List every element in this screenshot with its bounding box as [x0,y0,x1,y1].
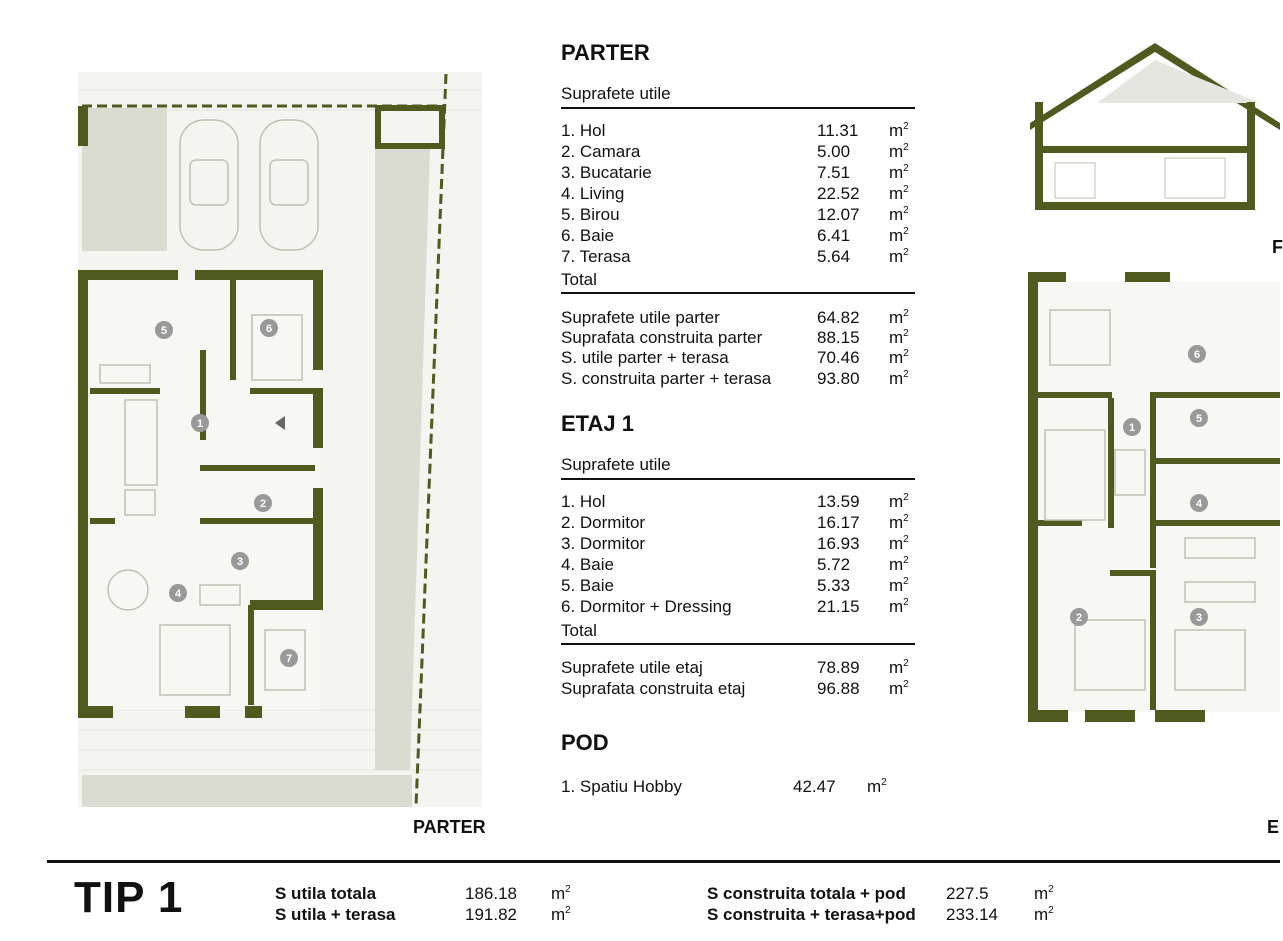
footer-left-row: S utila + terasa 191.82 $m^2$ [275,905,571,924]
footer-right-row: S construita + terasa+pod 233.14 $m^2$ [707,905,1054,924]
etaj-room-3: 3 [1195,612,1203,624]
parter-title: PARTER [561,40,650,65]
etaj-room-1: 1 [1128,422,1136,434]
parter-subtitle: Suprafete utile [561,84,915,109]
parter-room-1: 1 [196,418,204,430]
unit-type-title: TIP 1 [74,873,184,922]
etaj-room-2: 2 [1075,612,1083,624]
etaj-title: ETAJ 1 [561,411,634,436]
parter-room-4: 4 [174,588,182,600]
etaj-total-label: Total [561,621,915,645]
parter-floor-plan [70,70,490,815]
section-drawing [1025,38,1280,213]
parter-total-label: Total [561,270,915,294]
footer-divider [47,860,1280,863]
parter-room-7: 7 [285,653,293,665]
side-plan-label: F [1272,237,1283,257]
etaj-room-4: 4 [1195,498,1203,510]
parter-room-5: 5 [160,325,168,337]
etaj-room-5: 5 [1195,413,1203,425]
parter-room-6: 6 [265,323,273,335]
etaj-floor-plan [1025,270,1280,722]
etaj-subtitle: Suprafete utile [561,455,915,480]
parter-plan-label: PARTER [413,817,486,837]
footer-left-row: S utila totala 186.18 $m^2$ [275,884,571,903]
footer-right-row: S construita totala + pod 227.5 $m^2$ [707,884,1054,903]
pod-title: POD [561,730,609,755]
parter-room-2: 2 [259,498,267,510]
etaj-plan-label: E [1267,817,1280,837]
parter-room-3: 3 [236,556,244,568]
etaj-room-6: 6 [1193,349,1201,361]
